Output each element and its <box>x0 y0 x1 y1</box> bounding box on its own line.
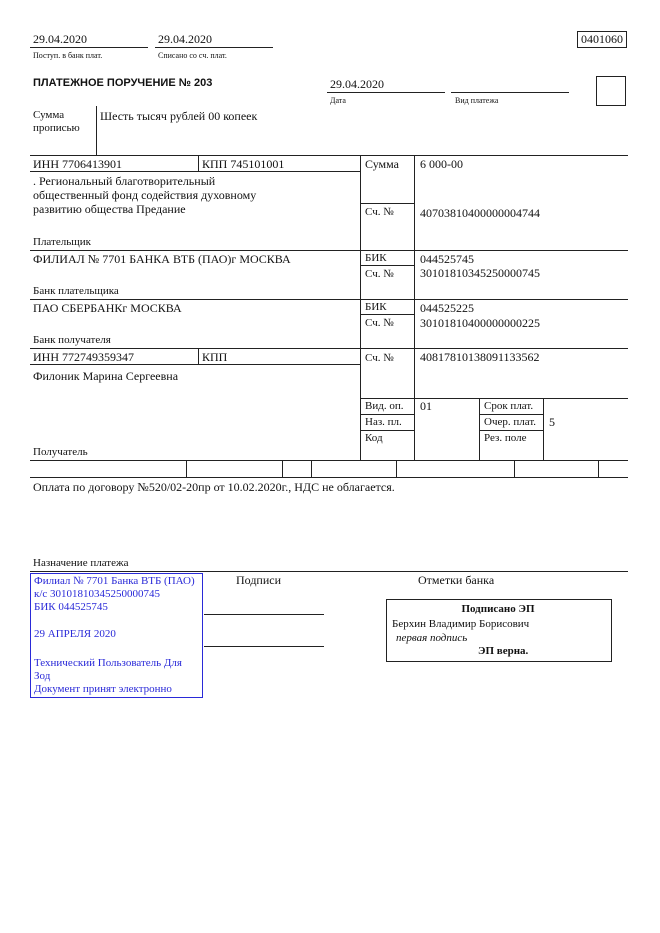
purpose-label: Назначение платежа <box>33 557 129 569</box>
order-date: 29.04.2020 <box>330 77 384 91</box>
stamp-line-7: Технический Пользователь Для <box>34 657 182 669</box>
payer-bank-account: 30101810345250000745 <box>420 266 540 280</box>
payer-account: 40703810400000004744 <box>420 206 540 220</box>
payee-name: Филоник Марина Сергеевна <box>33 369 179 383</box>
payer-inn: ИНН 7706413901 <box>33 157 122 171</box>
stamp-line-1: Филиал № 7701 Банка ВТБ (ПАО) <box>34 575 195 587</box>
form-code: 0401060 <box>577 31 627 48</box>
bank-marks-label: Отметки банка <box>418 573 495 587</box>
code-label: Код <box>365 432 383 444</box>
payer-name-2: общественный фонд содействия духовному <box>33 188 257 202</box>
purpose-text: Оплата по договору №520/02-20пр от 10.02.2020г., НДС не облагается. <box>33 480 395 494</box>
amount-words-label-1: Сумма <box>33 109 65 121</box>
payment-type-box <box>596 76 626 106</box>
payer-account-label: Сч. № <box>365 206 394 218</box>
payer-bank-account-label: Сч. № <box>365 268 394 280</box>
date-debited-label: Списано со сч. плат. <box>158 51 227 60</box>
signatures-label: Подписи <box>236 573 282 587</box>
date-debited: 29.04.2020 <box>158 32 212 46</box>
stamp-line-8: Зод <box>34 670 51 682</box>
payer-name-1: . Региональный благотворительный <box>33 174 216 188</box>
priority-label: Очер. плат. <box>484 416 537 428</box>
verified-label: ЭП верна. <box>478 645 529 657</box>
order-title: ПЛАТЕЖНОЕ ПОРУЧЕНИЕ № 203 <box>33 77 213 89</box>
amount-words-label-2: прописью <box>33 122 80 134</box>
payee-kpp: КПП <box>202 350 228 364</box>
payer-kpp: КПП 745101001 <box>202 157 285 171</box>
purpose-code-label: Наз. пл. <box>365 416 402 428</box>
payee-bank-bik: 044525225 <box>420 301 474 315</box>
payee-bank-label: Банк получателя <box>33 334 111 346</box>
op-type-label: Вид. оп. <box>365 400 404 412</box>
date-received: 29.04.2020 <box>33 32 87 46</box>
payee-label: Получатель <box>33 446 88 458</box>
signer-name: Берхин Владимир Борисович <box>392 618 530 630</box>
payment-type-label: Вид платежа <box>455 96 499 105</box>
payer-name-3: развитию общества Предание <box>33 202 186 216</box>
amount-words-value: Шесть тысяч рублей 00 копеек <box>100 109 258 123</box>
amount-value: 6 000-00 <box>420 157 463 171</box>
payer-bank-label: Банк плательщика <box>33 285 119 297</box>
stamp-line-3: БИК 044525745 <box>34 601 108 613</box>
payee-bank-account: 30101810400000000225 <box>420 316 540 330</box>
payee-bank-bik-label: БИК <box>365 301 387 313</box>
term-label: Срок плат. <box>484 400 534 412</box>
payer-bank-bik: 044525745 <box>420 252 474 266</box>
op-type: 01 <box>420 399 432 413</box>
payer-bank-name: ФИЛИАЛ № 7701 БАНКА ВТБ (ПАО)г МОСКВА <box>33 252 291 266</box>
stamp-line-9: Документ принят электронно <box>34 683 172 695</box>
stamp-line-5: 29 АПРЕЛЯ 2020 <box>34 628 116 640</box>
reserve-label: Рез. поле <box>484 432 527 444</box>
payee-account: 40817810138091133562 <box>420 350 540 364</box>
payer-label: Плательщик <box>33 236 91 248</box>
amount-label: Сумма <box>365 157 399 171</box>
stamp-line-2: к/с 30101810345250000745 <box>34 588 161 600</box>
first-sign-label: первая подпись <box>396 632 468 644</box>
payee-bank-name: ПАО СБЕРБАНКг МОСКВА <box>33 301 182 315</box>
priority: 5 <box>549 415 555 429</box>
payee-account-label: Сч. № <box>365 352 394 364</box>
payee-bank-account-label: Сч. № <box>365 317 394 329</box>
payee-inn: ИНН 772749359347 <box>33 350 134 364</box>
payer-bank-bik-label: БИК <box>365 252 387 264</box>
order-date-label: Дата <box>330 96 346 105</box>
date-received-label: Поступ. в банк плат. <box>33 51 103 60</box>
signed-label: Подписано ЭП <box>461 603 535 615</box>
